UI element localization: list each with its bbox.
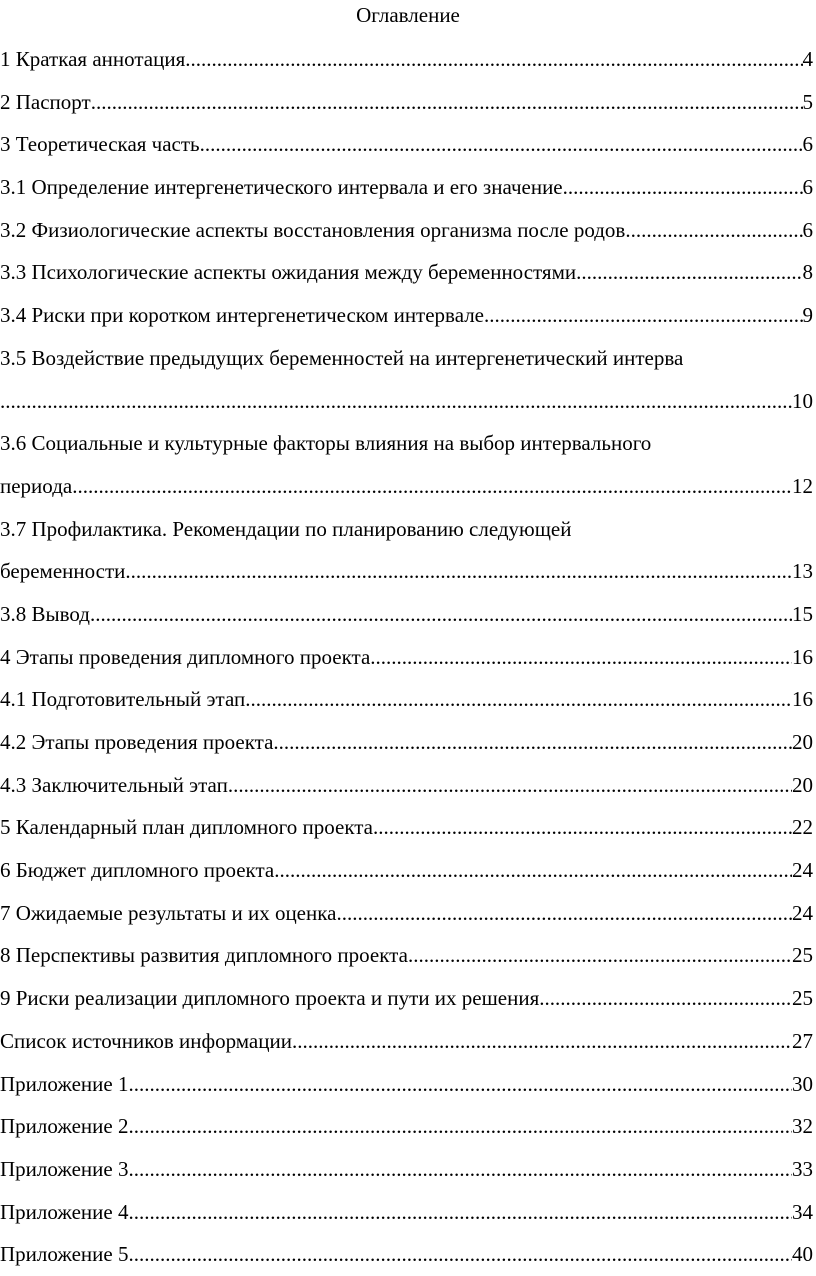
toc-entry[interactable]: [0, 764, 813, 807]
dot-leader: [0, 380, 792, 423]
toc-entry-page: 15: [792, 601, 813, 626]
toc-entry-label: Список источников информации: [0, 1028, 292, 1053]
toc-entry-page: 32: [792, 1114, 813, 1139]
toc-entry-page: 5: [802, 89, 813, 114]
toc-entry-label: 3.1 Определение интергенетического интервала и его значение: [0, 175, 563, 200]
toc-entry-label: 1 Краткая аннотация: [0, 47, 186, 71]
toc-entry-page: 4: [802, 47, 813, 71]
toc-entry[interactable]: [0, 81, 813, 124]
toc-entry-label: 3.6 Социальные и культурные факторы влияния на выбор интервального: [0, 431, 652, 456]
toc-entry-label: 3.8 Вывод: [0, 601, 90, 626]
toc-entry-label-continued: беременности: [0, 559, 126, 584]
toc-entry[interactable]: [0, 1063, 813, 1106]
toc-entry[interactable]: [0, 166, 813, 209]
dot-leader: [373, 806, 792, 849]
dot-leader: [128, 1105, 792, 1148]
toc-entry-label: Приложение 2: [0, 1114, 129, 1139]
toc-entry[interactable]: [0, 123, 813, 166]
dot-leader: [625, 209, 802, 252]
toc-entry[interactable]: [0, 593, 813, 636]
dot-leader: [408, 934, 792, 977]
toc-entry-label: 3.4 Риски при коротком интергенетическом интервале: [0, 303, 484, 328]
dot-leader: [125, 550, 792, 593]
toc-entry-label: Приложение 3: [0, 1156, 129, 1181]
toc-entry[interactable]: [0, 1191, 813, 1234]
toc-entry-page: 16: [792, 687, 813, 712]
toc-entry[interactable]: [0, 977, 813, 1020]
toc-entry-page: 20: [792, 772, 813, 797]
dot-leader: [90, 593, 792, 636]
toc-entry-label-continued: периода: [0, 473, 73, 498]
toc-entry-page: 34: [792, 1199, 813, 1224]
dot-leader: [274, 849, 792, 892]
toc-entry-page: 25: [792, 943, 813, 968]
toc-entry-page: 16: [792, 644, 813, 669]
toc-entry-page: 24: [792, 900, 813, 925]
toc-entry[interactable]: [0, 678, 813, 721]
toc-entry-label: 4 Этапы проведения дипломного проекта: [0, 644, 371, 669]
toc-entry[interactable]: [0, 1020, 813, 1063]
toc-entry-label: 5 Календарный план дипломного проекта: [0, 815, 373, 840]
dot-leader: [128, 1063, 792, 1106]
toc-entry-label: 9 Риски реализации дипломного проекта и пути их решения: [0, 986, 540, 1011]
toc-entry[interactable]: [0, 806, 813, 849]
dot-leader: [128, 1148, 792, 1191]
toc-entry-page: 10: [792, 388, 813, 413]
dot-leader: [185, 38, 802, 81]
toc-entry-page: 9: [802, 303, 813, 328]
toc-entry-page: 22: [792, 815, 813, 840]
toc-entry[interactable]: [0, 1233, 813, 1276]
toc-entry[interactable]: [0, 294, 813, 337]
dot-leader: [292, 1020, 792, 1063]
dot-leader: [273, 721, 792, 764]
toc-entry-page: 33: [792, 1156, 813, 1181]
toc-entry[interactable]: [0, 337, 813, 422]
toc-entry-label: Приложение 5: [0, 1242, 129, 1267]
toc-entry-page: 13: [792, 559, 813, 584]
dot-leader: [576, 251, 802, 294]
toc-list: [0, 38, 813, 1276]
toc-entry-page: 24: [792, 858, 813, 883]
toc-entry-page: 27: [792, 1028, 813, 1053]
toc-entry-label: 4.3 Заключительный этап: [0, 772, 228, 797]
toc-entry-page: 8: [802, 260, 813, 285]
toc-entry-label: 3 Теоретическая часть: [0, 132, 200, 157]
toc-entry[interactable]: [0, 422, 813, 507]
dot-leader: [128, 1233, 792, 1276]
toc-entry[interactable]: [0, 849, 813, 892]
toc-entry[interactable]: [0, 38, 813, 81]
toc-entry-label: 3.5 Воздействие предыдущих беременностей на интергенетический интерва: [0, 345, 684, 370]
toc-entry-page: 40: [792, 1242, 813, 1267]
toc-entry-label: 7 Ожидаемые результаты и их оценка: [0, 900, 337, 925]
toc-entry-label: 3.2 Физиологические аспекты восстановления организма после родов: [0, 217, 626, 242]
toc-entry-page: 30: [792, 1071, 813, 1096]
toc-entry[interactable]: [0, 934, 813, 977]
dot-leader: [336, 892, 792, 935]
toc-entry[interactable]: [0, 1148, 813, 1191]
dot-leader: [128, 1191, 792, 1234]
toc-entry-page: 20: [792, 730, 813, 755]
toc-entry[interactable]: [0, 251, 813, 294]
toc-entry-page: 6: [802, 217, 813, 242]
toc-entry[interactable]: [0, 636, 813, 679]
toc-entry-label: 4.1 Подготовительный этап: [0, 687, 246, 712]
toc-entry-label: 8 Перспективы развития дипломного проекта: [0, 943, 408, 968]
dot-leader: [484, 294, 803, 337]
toc-title: Оглавление: [356, 3, 460, 27]
toc-entry-label: 3.3 Психологические аспекты ожидания между беременностями: [0, 260, 577, 285]
toc-entry-page: 6: [802, 132, 813, 157]
toc-entry-label: 6 Бюджет дипломного проекта: [0, 858, 275, 883]
toc-entry-page: 6: [802, 175, 813, 200]
dot-leader: [200, 123, 803, 166]
toc-entry-label: 2 Паспорт: [0, 89, 91, 114]
dot-leader: [563, 166, 803, 209]
toc-entry[interactable]: [0, 721, 813, 764]
dot-leader: [91, 81, 803, 124]
dot-leader: [539, 977, 792, 1020]
toc-entry[interactable]: [0, 209, 813, 252]
toc-entry-label: Приложение 1: [0, 1071, 129, 1096]
toc-entry[interactable]: [0, 1105, 813, 1148]
toc-entry-label: 4.2 Этапы проведения проекта: [0, 730, 274, 755]
dot-leader: [370, 636, 792, 679]
dot-leader: [228, 764, 792, 807]
toc-entry[interactable]: [0, 892, 813, 935]
dot-leader: [245, 678, 792, 721]
toc-entry[interactable]: [0, 508, 813, 593]
dot-leader: [72, 465, 792, 508]
toc-entry-label: Приложение 4: [0, 1199, 129, 1224]
toc-entry-label: 3.7 Профилактика. Рекомендации по планированию следующей: [0, 516, 572, 541]
toc-entry-page: 25: [792, 986, 813, 1011]
toc-entry-page: 12: [792, 473, 813, 498]
